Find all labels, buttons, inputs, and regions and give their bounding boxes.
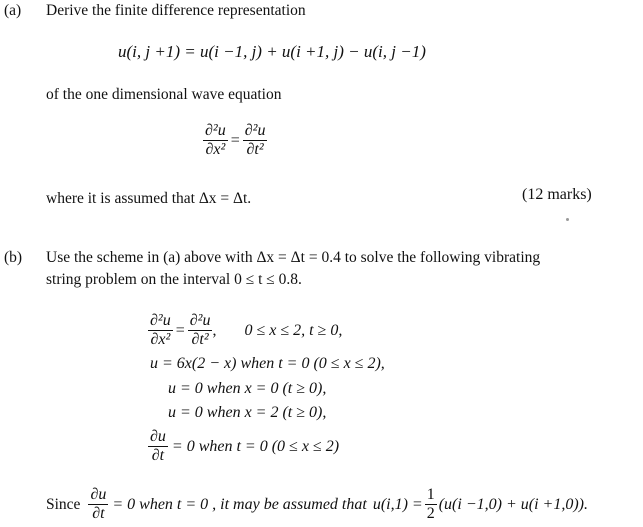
wave-rhs-denominator: ∂t²: [246, 141, 264, 158]
wave-equation: [203, 122, 267, 159]
pde-line: [148, 312, 342, 349]
half-denominator: 2: [426, 505, 435, 522]
since-line: [46, 486, 588, 523]
since-formula-rhs: (u(i −1,0) + u(i +1,0)).: [438, 495, 588, 513]
initial-condition-displacement: u = 6x(2 − x) when t = 0 (0 ≤ x ≤ 2),: [150, 355, 385, 372]
pde-lhs-numerator: ∂²u: [150, 312, 171, 329]
since-fraction: [88, 486, 108, 523]
finite-difference-equation: u(i, j +1) = u(i −1, j) + u(i +1, j) − u(i, j −1): [118, 42, 426, 61]
wave-lhs-numerator: ∂²u: [205, 122, 226, 139]
wave-lhs-fraction: [203, 122, 228, 159]
pde-lhs-denominator: ∂x²: [150, 331, 171, 348]
wave-equals: =: [230, 131, 240, 149]
scan-speck: [566, 218, 569, 221]
pde-rhs-fraction: [188, 312, 213, 349]
wave-rhs-numerator: ∂²u: [244, 122, 266, 139]
since-denominator: ∂t: [92, 505, 105, 522]
wave-lhs-denominator: ∂x²: [205, 141, 226, 158]
pde-domain: 0 ≤ x ≤ 2, t ≥ 0,: [244, 321, 343, 339]
part-b-line2: string problem on the interval 0 ≤ t ≤ 0.8.: [46, 271, 302, 288]
part-b-label: (b): [4, 249, 23, 266]
pde-equals: =: [175, 321, 185, 339]
initial-condition-velocity: [148, 428, 339, 465]
since-formula-lhs: u(i,1) =: [372, 495, 423, 513]
part-a-label: (a): [4, 2, 22, 19]
ic2-numerator: ∂u: [150, 428, 166, 445]
pde-comma: ,: [212, 321, 217, 339]
since-middle-text: = 0 when t = 0 , it may be assumed that: [112, 495, 367, 513]
half-fraction: [425, 486, 437, 523]
since-word: Since: [46, 495, 81, 513]
half-numerator: 1: [426, 486, 435, 503]
part-b-line1: Use the scheme in (a) above with Δx = Δt = 0.4 to solve the following vibrating: [46, 249, 541, 266]
part-a-intro: of the one dimensional wave equation: [46, 86, 282, 103]
wave-rhs-fraction: [243, 122, 268, 159]
boundary-condition-right: u = 0 when x = 2 (t ≥ 0),: [168, 404, 327, 421]
part-a-instruction: Derive the finite difference representation: [46, 2, 306, 19]
pde-lhs-fraction: [148, 312, 173, 349]
since-numerator: ∂u: [90, 486, 107, 503]
ic2-rest: = 0 when t = 0 (0 ≤ x ≤ 2): [171, 437, 340, 455]
pde-rhs-numerator: ∂²u: [189, 312, 211, 329]
pde-rhs-denominator: ∂t²: [191, 331, 209, 348]
part-a-marks: (12 marks): [522, 186, 592, 203]
part-a-assumption: where it is assumed that Δx = Δt.: [46, 190, 252, 207]
boundary-condition-left: u = 0 when x = 0 (t ≥ 0),: [168, 380, 327, 397]
ic2-denominator: ∂t: [151, 447, 165, 464]
ic2-fraction: [148, 428, 168, 465]
